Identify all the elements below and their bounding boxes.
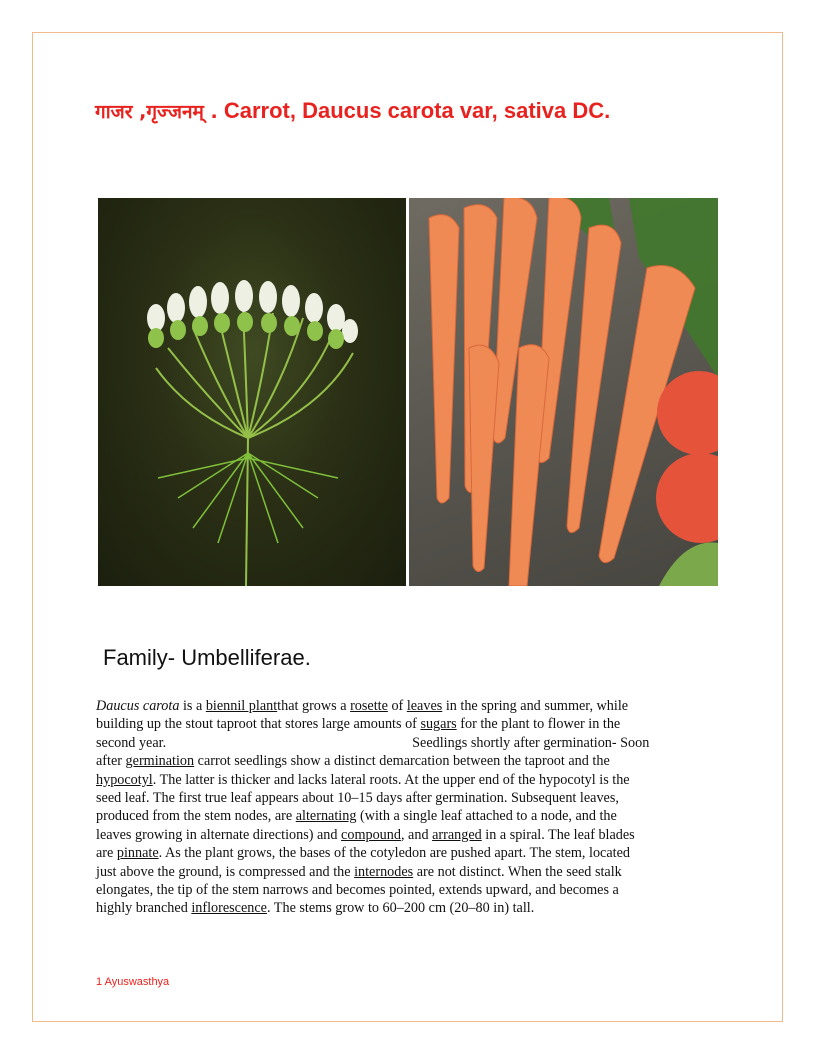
text-run: building up the stout taproot that stores large amounts of [96,716,421,733]
text-run: that grows a [277,698,351,714]
text-line: elongates, the tip of the stem narrows and becomes pointed, extends upward, and becomes a [96,882,619,899]
link-internodes[interactable]: internodes [354,863,414,880]
wild-carrot-flower-image [98,198,406,586]
text-run: carrot seedlings show a distinct demarcation between the taproot and the [194,753,610,770]
text-run: leaves growing in alternate directions) and [96,826,342,843]
carrots-image [409,198,718,586]
text-run: in a spiral. The leaf blades [481,826,635,843]
text-run: are [96,845,117,862]
link-alternating[interactable]: alternating [295,808,357,825]
text-run: (with a single leaf attached to a node, and the [356,808,617,825]
text-line [96,771,736,789]
link-compound[interactable]: compound [341,826,401,843]
text-line [96,844,736,862]
link-biennial-plant[interactable]: biennil plant [205,698,278,714]
text-line [96,697,736,715]
text-line [96,863,736,881]
link-inflorescence[interactable]: inflorescence [191,900,267,917]
text-run: , and [400,826,433,843]
text-run: Seedlings shortly after germination- Soon [412,734,650,751]
link-sugars[interactable]: sugars [420,716,457,733]
link-arranged[interactable]: arranged [432,826,482,843]
wild-carrot-flower-illustration [98,198,406,586]
species-name: Daucus carota [96,698,180,714]
text-run: . The latter is thicker and lacks lateral roots. At the upper end of the hypocotyl is the [152,771,630,788]
text-run: is a [179,698,206,714]
text-run: after [96,753,126,770]
title-latin: Carrot, Daucus carota var, sativa DC. [223,98,611,123]
page-title [95,98,735,124]
link-rosette[interactable]: rosette [350,698,388,714]
text-run: for the plant to flower in the [456,716,621,733]
text-run: . As the plant grows, the bases of the cotyledon are pushed apart. The stem, located [158,845,630,862]
text-line [96,807,736,825]
text-run: of [387,698,407,714]
text-run: second year. [96,734,167,751]
carrots-illustration [409,198,718,586]
text-line [96,899,736,917]
text-run: are not distinct. When the seed stalk [413,863,622,880]
text-run: highly branched [96,900,192,917]
text-line [96,734,736,752]
text-line [96,752,736,770]
text-run: in the spring and summer, while [442,698,629,714]
link-pinnate[interactable]: pinnate [116,845,159,862]
text-run: produced from the stem nodes, are [96,808,296,825]
title-devanagari: गाजर ,गृज्जनम् . [95,101,218,123]
family-heading: Family- Umbelliferae. [103,645,311,670]
link-hypocotyl[interactable]: hypocotyl [96,771,153,788]
body-paragraph [96,697,736,918]
link-leaves[interactable]: leaves [406,698,443,714]
page-footer: 1 Ayuswasthya [96,976,170,988]
text-run: just above the ground, is compressed and the [96,863,355,880]
text-line: seed leaf. The first true leaf appears about 10–15 days after germination. Subsequent leaves, [96,790,619,807]
link-germination[interactable]: germination [125,753,195,770]
text-line [96,826,736,844]
text-line [96,715,736,733]
text-run: . The stems grow to 60–200 cm (20–80 in) tall. [266,900,535,917]
